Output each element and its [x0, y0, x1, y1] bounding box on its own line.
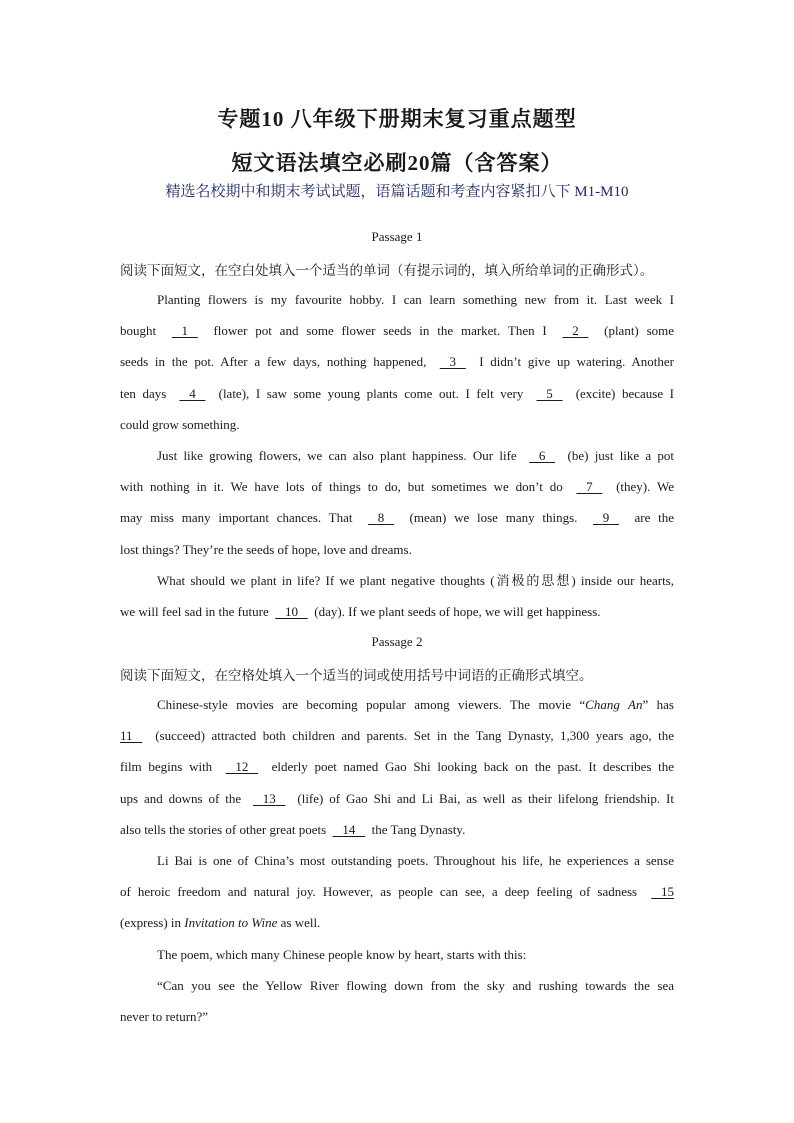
- text-line: seeds in the pot. After a few days, nothing happened, 3 I didn’t give up watering. Another: [120, 346, 674, 377]
- text-line: we will feel sad in the future 10 (day). If we plant seeds of hope, we will get happiness.: [120, 596, 674, 627]
- text-line: never to return?”: [120, 1009, 209, 1025]
- blank-13[interactable]: 13: [262, 790, 276, 806]
- blank-15[interactable]: 15: [661, 884, 674, 900]
- blank-3[interactable]: 3: [449, 354, 457, 370]
- blank-11[interactable]: 11: [120, 728, 133, 744]
- blank-4[interactable]: 4: [189, 385, 196, 401]
- blank-10[interactable]: 10: [284, 604, 298, 620]
- text-line: Li Bai is one of China’s most outstanding poets. Throughout his life, he experiences a sense: [157, 853, 674, 869]
- passage-2-instruction: 阅读下面短文，在空格处填入一个适当的词或使用括号中词语的正确形式填空。: [120, 668, 593, 683]
- text-line: What should we plant in life? If we plant negative thoughts (消极的思想) inside our hearts,: [157, 572, 674, 588]
- blank-6[interactable]: 6: [538, 448, 546, 464]
- text-line: with nothing in it. We have lots of things to do, but sometimes we don’t do 7 (they). We: [120, 471, 674, 502]
- blank-8[interactable]: 8: [377, 510, 385, 526]
- text-line: The poem, which many Chinese people know by heart, starts with this:: [157, 946, 527, 962]
- text-line: Planting flowers is my favourite hobby. I can learn something new from it. Last week I: [157, 292, 674, 307]
- text-line: “Can you see the Yellow River flowing down from the sky and rushing towards the sea: [157, 977, 674, 993]
- passage-2-label: Passage 2: [371, 634, 423, 649]
- text-line: Chinese-style movies are becoming popular among viewers. The movie “Chang An” has: [157, 697, 674, 712]
- text-line: Just like growing flowers, we can also plant happiness. Our life 6 (be) just like a pot: [120, 440, 674, 471]
- blank-7[interactable]: 7: [586, 479, 593, 495]
- passage-1-instruction: 阅读下面短文，在空白处填入一个适当的单词（有提示词的，填入所给单词的正确形式）。: [120, 263, 654, 278]
- text-line: bought 1 flower pot and some flower seeds in the market. Then I 2 (plant) some: [120, 315, 674, 346]
- text-line: 11 (succeed) attracted both children and parents. Set in the Tang Dynasty, 1,300 years ago, the: [120, 720, 674, 751]
- blank-5[interactable]: 5: [546, 385, 553, 401]
- blank-9[interactable]: 9: [602, 510, 610, 526]
- text-line: may miss many important chances. That 8 (mean) we lose many things. 9 are the: [120, 502, 674, 533]
- text-line: (express) in Invitation to Wine as well.: [120, 915, 321, 931]
- text-line: lost things? They’re the seeds of hope, love and dreams.: [120, 541, 412, 557]
- text-line: also tells the stories of other great poets 14 the Tang Dynasty.: [120, 814, 674, 845]
- passage-1-label: Passage 1: [371, 229, 423, 244]
- blank-12[interactable]: 12: [235, 759, 249, 775]
- page-title: 专题10 八年级下册期末复习重点题型: [217, 107, 577, 131]
- page-subtitle-title: 短文语法填空必刷20篇（含答案）: [231, 151, 563, 175]
- blank-14[interactable]: 14: [342, 821, 356, 837]
- blank-1[interactable]: 1: [181, 323, 189, 339]
- text-line: ten days 4 (late), I saw some young plants come out. I felt very 5 (excite) because I: [120, 378, 674, 409]
- text-line: could grow something.: [120, 416, 240, 432]
- text-line: ups and downs of the 13 (life) of Gao Shi and Li Bai, as well as their lifelong friendship. It: [120, 783, 674, 814]
- passage-1-text: [120, 284, 674, 627]
- passage-2-text: [120, 689, 674, 1032]
- text-line: of heroic freedom and natural joy. However, as people can see, a deep feeling of sadness 15: [120, 876, 674, 907]
- blank-2[interactable]: 2: [572, 323, 579, 339]
- page-description: 精选名校期中和期末考试试题，语篇话题和考查内容紧扣八下 M1-M10: [165, 184, 629, 200]
- text-line: film begins with 12 elderly poet named Gao Shi looking back on the past. It describes the: [120, 751, 674, 782]
